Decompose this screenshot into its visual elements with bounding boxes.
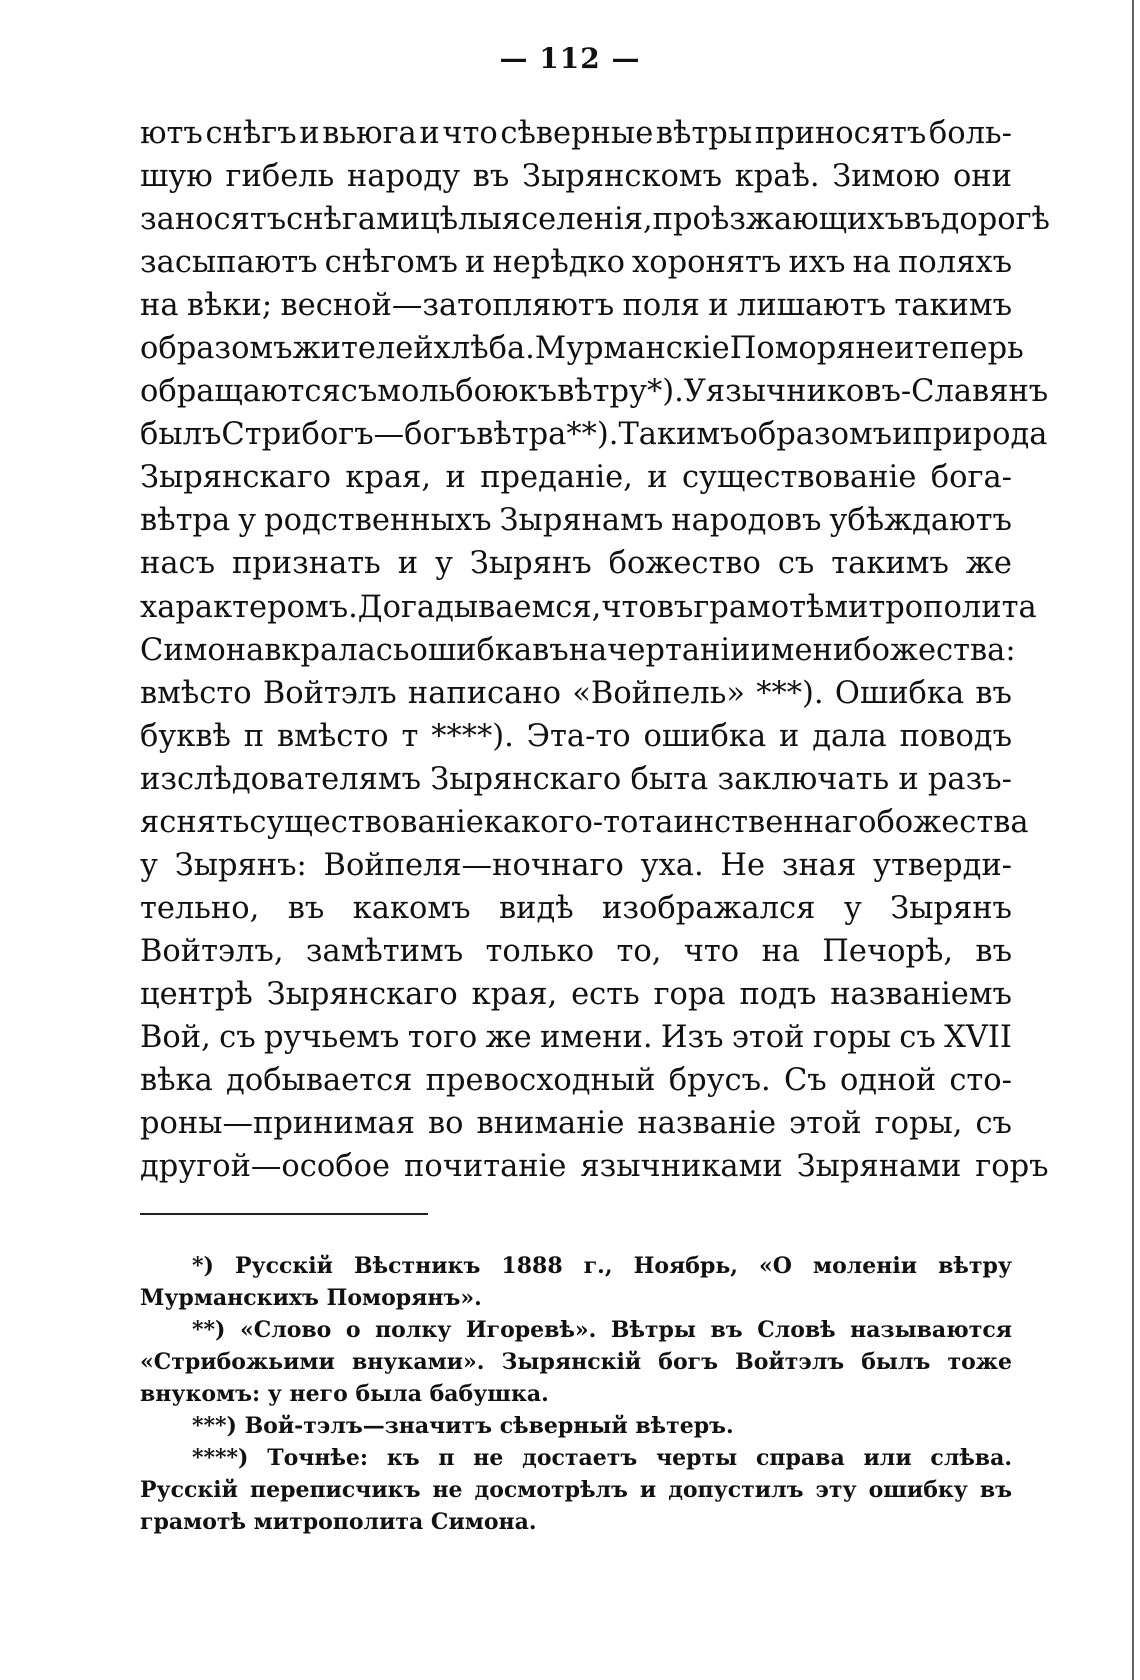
text-line: вѣка добывается превосходный брусъ. Съ одной сто- xyxy=(140,1063,1012,1099)
text-line: вѣтра у родственныхъ Зырянамъ народовъ убѣждаютъ xyxy=(140,503,1012,539)
text-line: яснять существованіе какого-то таинственнаго божества xyxy=(140,804,1029,840)
text-line: Войтэлъ, замѣтимъ только то, что на Печорѣ, въ xyxy=(140,933,1012,969)
page-number: — 112 — xyxy=(499,42,641,75)
footnote-1: *) Русскій Вѣстникъ 1888 г., Ноябрь, «О моленіи вѣтру Мурманскихъ Поморянъ». xyxy=(140,1253,1012,1311)
text-line: ютъ снѣгъ и вьюга и что сѣверные вѣтры приносятъ боль- xyxy=(140,116,1012,151)
text-line: у Зырянъ: Войпеля—ночнаго уха. Не зная утверди- xyxy=(140,847,1012,883)
footnote-3: ***) Вой-тэлъ—значитъ сѣверный вѣтеръ. xyxy=(192,1413,734,1439)
text-line: обращаются съ мольбою къ вѣтру*). У язычниковъ-Славянъ xyxy=(140,374,1049,410)
text-line: вмѣсто Войтэлъ написано «Войпель» ***). Ошибка въ xyxy=(140,675,1012,711)
footnote-4: ****) Точнѣе: къ п не достаетъ черты справа или слѣва. Русскій переписчикъ не досмотрѣлъ и допустилъ эту ошибку въ грамотѣ митрополита Симона. xyxy=(140,1445,1012,1535)
text-line: заносятъ снѣгами цѣлыя селенія, проѣзжающихъ въ дорогѣ xyxy=(140,202,1050,238)
main-text xyxy=(140,112,1050,1188)
text-line: Симона вкралась ошибка въ начертаніи имени божества: xyxy=(140,632,1016,668)
footnote-2: **) «Слово о полку Игоревѣ». Вѣтры въ Словѣ называются «Стрибожьими внуками». Зырянскій богъ Войтэлъ былъ тоже внукомъ: у него была бабушка. xyxy=(140,1317,1012,1407)
footnotes xyxy=(140,1250,1012,1538)
text-line: образомъ жителей хлѣба. Мурманскіе Поморяне и теперь xyxy=(140,331,1024,367)
text-line: центрѣ Зырянскаго края, есть гора подъ названіемъ xyxy=(140,976,1012,1012)
text-line: шую гибель народу въ Зырянскомъ краѣ. Зимою они xyxy=(140,159,1012,195)
text-line: изслѣдователямъ Зырянскаго быта заключать и разъ- xyxy=(140,761,1012,797)
footnote-separator xyxy=(140,1213,428,1215)
text-line: буквѣ п вмѣсто т ****). Эта-то ошибка и дала поводъ xyxy=(140,718,1012,754)
text-line: другой—особое почитаніе язычниками Зырянами горъ xyxy=(140,1149,1049,1185)
text-line: былъ Стрибогъ—богъ вѣтра**). Такимъ образомъ и природа xyxy=(140,417,1048,453)
text-line: Вой, съ ручьемъ того же имени. Изъ этой горы съ XVII xyxy=(140,1019,1012,1055)
text-line: Зырянскаго края, и преданіе, и существованіе бога- xyxy=(140,460,1012,496)
text-line: характеромъ. Догадываемся, что въ грамотѣ митрополита xyxy=(140,589,1037,625)
text-line: на вѣки; весной—затопляютъ поля и лишаютъ такимъ xyxy=(140,288,1012,324)
scan-edge xyxy=(1132,0,1134,1680)
text-line: тельно, въ какомъ видѣ изображался у Зырянъ xyxy=(140,890,1012,926)
text-line: засыпаютъ снѣгомъ и нерѣдко хоронятъ ихъ на поляхъ xyxy=(140,245,1012,281)
text-line: роны—принимая во вниманіе названіе этой горы, съ xyxy=(140,1106,1012,1142)
text-line: насъ признать и у Зырянъ божество съ такимъ же xyxy=(140,546,1012,582)
